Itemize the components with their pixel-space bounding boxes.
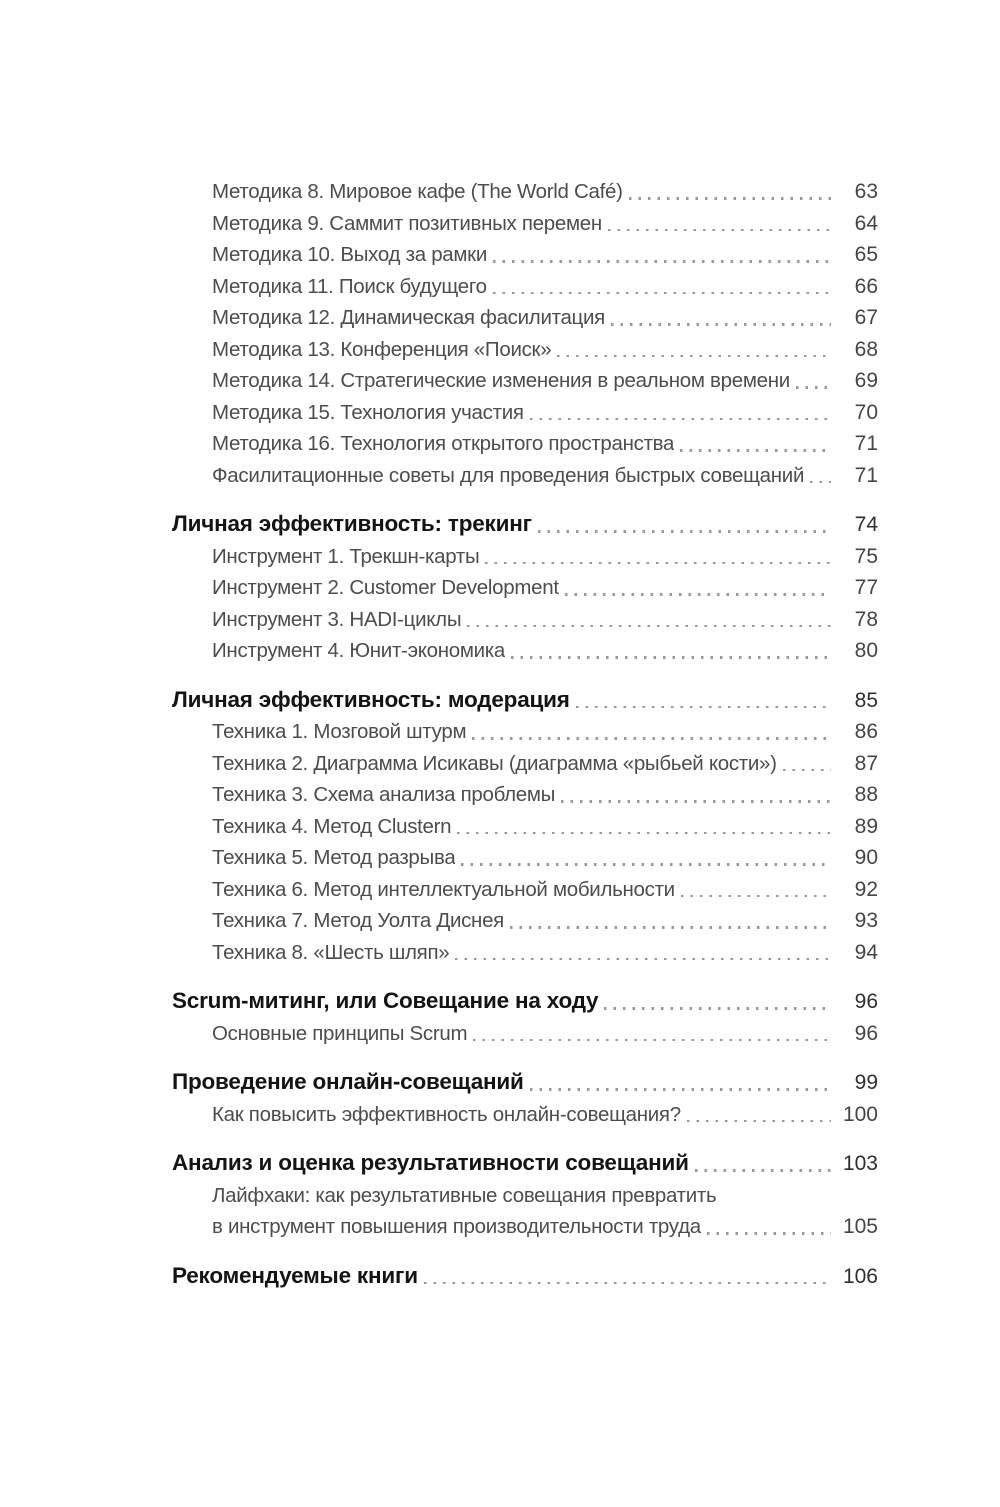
dot-leader (424, 1282, 831, 1285)
dot-leader (565, 593, 831, 596)
toc-entry-page: 105 (842, 1215, 878, 1238)
toc-entry-page: 65 (854, 243, 878, 266)
toc-entry-page: 63 (854, 180, 878, 203)
toc-entry-title: Техника 2. Диаграмма Исикавы (диаграмма «рыбьей кости») (212, 751, 777, 775)
toc-heading-title: Анализ и оценка результативности совещаний (172, 1150, 689, 1175)
toc-entry-page: 78 (854, 607, 878, 631)
toc-entry (172, 460, 878, 492)
toc-entry-title-line1: Лайфхаки: как результативные совещания превратить (212, 1183, 717, 1207)
toc-section-heading (172, 684, 878, 717)
dot-leader (530, 418, 831, 421)
toc-entry (172, 334, 878, 366)
toc-entry-title: Фасилитационные советы для проведения быстрых совещаний (212, 463, 805, 487)
toc-entry-page: 94 (854, 940, 878, 964)
toc-entry (172, 365, 878, 397)
dot-leader (511, 656, 831, 659)
toc-entry-page: 70 (854, 400, 878, 424)
dot-leader (561, 800, 831, 803)
toc-entry-title: Методика 14. Стратегические изменения в реальном времени (212, 369, 790, 392)
dot-leader (680, 449, 831, 452)
dot-leader (473, 1039, 831, 1042)
toc-page (172, 176, 878, 1292)
toc-entry-page: 89 (854, 814, 878, 838)
toc-entry (172, 541, 878, 573)
toc-entry-multiline (172, 1180, 878, 1243)
toc-entry-title: Техника 6. Метод интеллектуальной мобильности (212, 877, 675, 901)
toc-entry (172, 1211, 878, 1243)
toc-entry-title: Техника 7. Метод Уолта Диснея (212, 909, 504, 932)
dot-leader (493, 292, 831, 295)
toc-entry-page: 69 (854, 369, 878, 392)
dot-leader (796, 386, 831, 389)
toc-entry-page: 88 (854, 783, 878, 806)
toc-entry-title: Техника 5. Метод разрыва (212, 846, 456, 869)
dot-leader (461, 863, 831, 866)
toc-section-heading (172, 1066, 878, 1099)
dot-leader (557, 355, 831, 358)
dot-leader (611, 323, 831, 326)
dot-leader (576, 706, 831, 709)
toc-entry (172, 572, 878, 604)
toc-entry-title: Как повысить эффективность онлайн-совещания? (212, 1102, 681, 1126)
toc-entry-page: 86 (854, 720, 878, 743)
toc-heading-title: Проведение онлайн-совещаний (172, 1069, 524, 1094)
dot-leader (493, 260, 831, 263)
toc-entry (172, 635, 878, 667)
toc-entry (172, 779, 878, 811)
toc-entry (172, 1099, 878, 1131)
toc-entry (172, 937, 878, 969)
dot-leader (604, 1007, 831, 1010)
toc-heading-page: 99 (854, 1071, 878, 1094)
toc-entry-title: Инструмент 4. Юнит-экономика (212, 639, 506, 662)
toc-entry-title: Методика 8. Мировое кафе (The World Café) (212, 180, 623, 203)
toc-entry (172, 811, 878, 843)
dot-leader (608, 229, 831, 232)
toc-entry-title: Методика 16. Технология открытого пространства (212, 432, 675, 455)
dot-leader (707, 1232, 831, 1235)
dot-leader (538, 530, 831, 533)
toc-entry-title: Методика 13. Конференция «Поиск» (212, 337, 552, 361)
toc-entry-title: Инструмент 1. Трекшн-карты (212, 544, 480, 568)
toc-heading-title: Личная эффективность: модерация (172, 686, 570, 712)
dot-leader (457, 832, 831, 835)
toc-entry-page: 100 (842, 1102, 878, 1126)
toc-entry (172, 748, 878, 780)
toc-entry-title: Методика 12. Динамическая фасилитация (212, 306, 605, 329)
toc-entry-title: Инструмент 2. Customer Development (212, 576, 559, 599)
toc-entry (172, 239, 878, 271)
toc-entry-title: Техника 1. Мозговой штурм (212, 720, 467, 743)
toc-section-heading (172, 1260, 878, 1293)
dot-leader (472, 737, 831, 740)
toc-entry-title: Методика 10. Выход за рамки (212, 243, 488, 266)
toc-section-heading (172, 1147, 878, 1180)
dot-leader (629, 197, 831, 200)
dot-leader (530, 1088, 831, 1091)
toc-entry-title: Техника 3. Схема анализа проблемы (212, 783, 556, 806)
toc-entry-page: 96 (854, 1021, 878, 1045)
toc-section-heading (172, 985, 878, 1018)
dot-leader (485, 562, 831, 565)
toc-entry-page: 67 (854, 306, 878, 329)
toc-entry-page: 87 (854, 751, 878, 775)
dot-leader (455, 958, 831, 961)
toc-entry (172, 842, 878, 874)
toc-entry-title-line2: в инструмент повышения производительности труда (212, 1215, 701, 1238)
toc-heading-title: Рекомендуемые книги (172, 1262, 418, 1288)
dot-leader (467, 625, 831, 628)
toc-heading-page: 106 (842, 1264, 878, 1288)
toc-entry-title: Основные принципы Scrum (212, 1021, 468, 1045)
toc-entry-page: 92 (854, 877, 878, 901)
toc-entry (172, 905, 878, 937)
toc-entry-page: 71 (854, 432, 878, 455)
toc-entry (172, 176, 878, 208)
toc-entry (172, 428, 878, 460)
dot-leader (681, 895, 831, 898)
toc-entry (172, 271, 878, 303)
toc-entry-page: 68 (854, 337, 878, 361)
toc-entry (172, 302, 878, 334)
toc-heading-title: Личная эффективность: трекинг (172, 511, 532, 536)
toc-entry (172, 208, 878, 240)
toc-entry-title: Техника 8. «Шесть шляп» (212, 940, 450, 964)
toc-section-heading (172, 508, 878, 541)
toc-heading-page: 103 (842, 1152, 878, 1175)
toc-entry-page: 66 (854, 274, 878, 298)
toc-entry-page: 93 (854, 909, 878, 932)
toc-entry-title: Техника 4. Метод Clustern (212, 814, 452, 838)
toc-entry-page: 64 (854, 211, 878, 235)
dot-leader (810, 481, 831, 484)
toc-heading-title: Scrum-митинг, или Совещание на ходу (172, 988, 599, 1013)
dot-leader (783, 769, 831, 772)
toc-entry-title: Инструмент 3. HADI-циклы (212, 607, 462, 631)
toc-entry-page: 90 (854, 846, 878, 869)
toc-entry (172, 874, 878, 906)
toc-entry-page: 80 (854, 639, 878, 662)
dot-leader (510, 926, 831, 929)
toc-entry (172, 397, 878, 429)
toc-heading-page: 74 (854, 513, 878, 536)
toc-entry (172, 1018, 878, 1050)
dot-leader (695, 1169, 831, 1172)
toc-heading-page: 96 (854, 990, 878, 1013)
toc-entry (172, 604, 878, 636)
toc-entry-page: 77 (854, 576, 878, 599)
dot-leader (687, 1120, 831, 1123)
toc-entry-title: Методика 11. Поиск будущего (212, 274, 487, 298)
toc-entry-title: Методика 9. Саммит позитивных перемен (212, 211, 602, 235)
toc-entry-page: 75 (854, 544, 878, 568)
toc-entry-page: 71 (854, 463, 878, 487)
toc-heading-page: 85 (854, 688, 878, 712)
toc-entry (172, 716, 878, 748)
toc-entry-title: Методика 15. Технология участия (212, 400, 524, 424)
